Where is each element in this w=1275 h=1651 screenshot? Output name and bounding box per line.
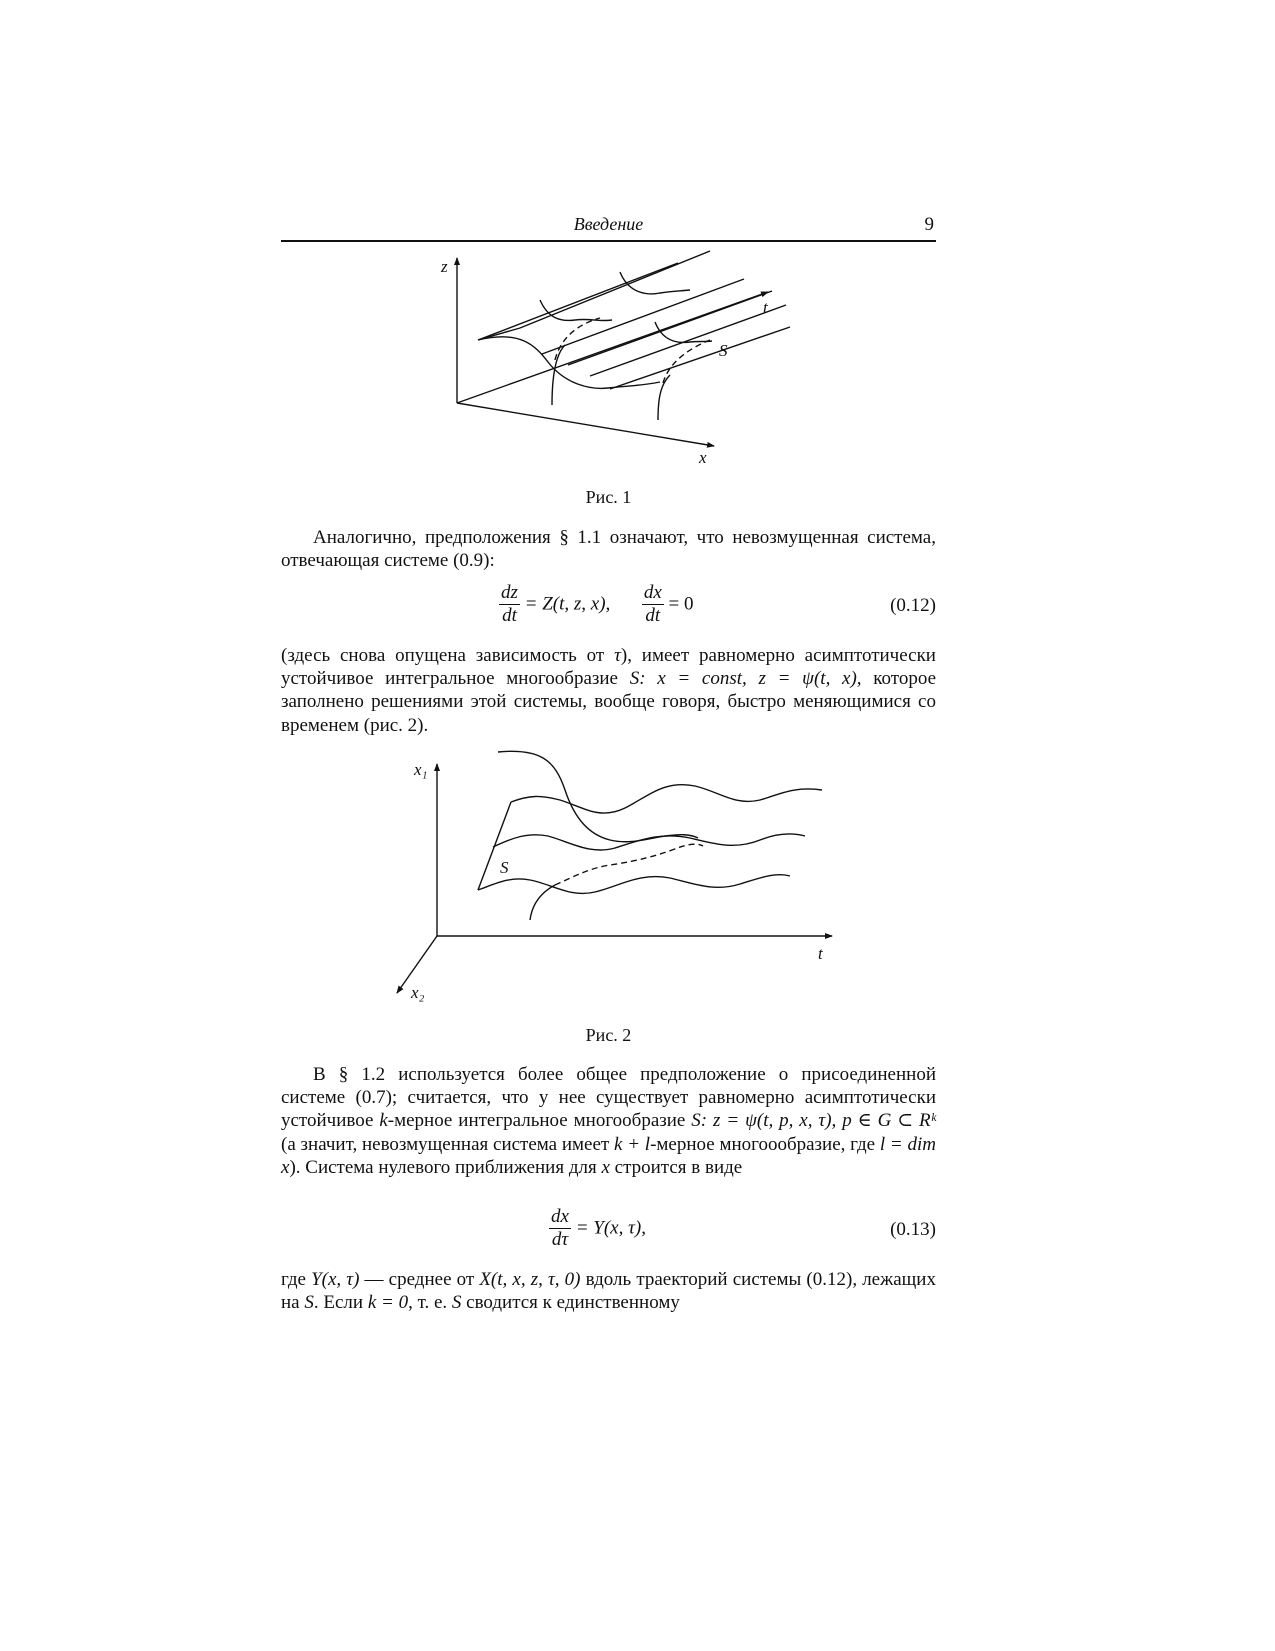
para4-text: где (281, 1269, 312, 1290)
fig1-x-axis (457, 403, 714, 446)
fig2-wave (493, 834, 805, 850)
fig1-line (520, 251, 710, 328)
eq013-rhs: = Y(x, τ), (575, 1217, 646, 1239)
para3-math: k + l (614, 1133, 651, 1155)
para3-math: x (601, 1156, 610, 1178)
para4-text: . Если (313, 1292, 368, 1314)
paragraph-2 (281, 644, 936, 737)
equation-0-13 (281, 1206, 936, 1256)
paragraph-1: Аналогично, предположения § 1.1 означают, что невозмущенная система, отвечающая системе (0.9): (281, 527, 936, 572)
fig2-edge (478, 802, 511, 890)
fig2-s-label: S (500, 858, 509, 877)
para2-text: которое заполнено решениями этой системы, вообще говоря, быстро меняющимися со временем (рис. 2). (281, 668, 936, 736)
fig1-rear-edge (478, 328, 520, 340)
fig2-wave (511, 785, 822, 813)
para3-math: S: z = ψ(t, p, x, τ), p ∈ G ⊂ Rᵏ (691, 1110, 937, 1132)
fig1-front-curve (478, 337, 660, 389)
eq012-number: (0.12) (890, 595, 936, 616)
fig1-trajectory (655, 322, 712, 342)
fig2-x2-label: x₂ (411, 983, 425, 1002)
fig1-z-label: z (441, 257, 448, 276)
fig1-trajectory (658, 375, 670, 420)
para3-text: В § 1.2 используется более общее предположение о присоединенной системе (0.7); считается, что у нее существует равномерно асимптотически устойчивое (281, 1064, 936, 1132)
para2-math: τ (614, 645, 621, 666)
paragraph-4 (281, 1268, 936, 1314)
fig1-line (610, 327, 790, 389)
equation-0-12 (281, 582, 936, 632)
para3-text: (а значит, невозмущенная система имеет (281, 1133, 614, 1155)
fig1-x-label: x (699, 448, 707, 467)
figure-1-caption: Рис. 1 (585, 487, 632, 507)
fig1-line (542, 279, 744, 354)
fig1-line (568, 291, 772, 365)
para3-math: l = dim x (281, 1133, 936, 1178)
para2-text: ), имеет равномерно асимптотически устойчивое интегральное многообразие (281, 645, 936, 690)
para4-text: вдоль траекторий системы (0.12), лежащих на (281, 1269, 936, 1314)
para4-math: k = 0 (367, 1292, 409, 1314)
eq012-rhs1: = Z(t, z, x), (524, 593, 611, 615)
fig2-trajectory (530, 885, 555, 920)
eq012-rhs2: = 0 (668, 593, 694, 615)
fig1-line (590, 305, 786, 376)
figure-2-caption: Рис. 2 (585, 1025, 632, 1045)
fig2-x2-axis (397, 936, 437, 993)
fig1-trajectory (552, 345, 565, 405)
fig2-trajectory (498, 751, 698, 842)
para3-text: ). Система нулевого приближения для (289, 1156, 602, 1178)
para3-text: -мерное многоообразие, где (650, 1133, 880, 1155)
page-number: 9 (924, 214, 934, 235)
fig1-trajectory (540, 300, 612, 321)
para4-math: Y(x, τ) (311, 1269, 360, 1290)
para4-text: — среднее от (359, 1269, 480, 1290)
fig1-line (478, 263, 678, 340)
fig2-dashed (555, 844, 703, 885)
para3-text: строится в виде (609, 1156, 743, 1178)
running-header (281, 214, 936, 242)
fig1-t-label: t (763, 298, 768, 317)
para4-text: , т. е. (408, 1292, 452, 1314)
paragraph-3 (281, 1063, 936, 1179)
para4-math: X(t, x, z, τ, 0) (479, 1269, 581, 1290)
para4-math: S (451, 1292, 462, 1314)
fig1-dashed (663, 340, 710, 383)
para2-text: (здесь снова опущена зависимость от (281, 645, 615, 666)
para4-text: сводится к единственному (461, 1292, 680, 1314)
eq012-frac1: $\frac{dz}{dt}$ (501, 582, 518, 626)
running-title: Введение (573, 214, 644, 234)
fig1-trajectory (620, 272, 690, 294)
para3-text: -мерное интегральное многообразие (387, 1110, 692, 1132)
fig2-t-label: t (818, 944, 823, 963)
para2-math: S: x = const, z = ψ(t, x), (629, 668, 862, 690)
eq013-number: (0.13) (890, 1219, 936, 1240)
fig2-x1-label: x₁ (414, 760, 428, 779)
fig1-t-axis (457, 292, 768, 403)
para4-math: S (304, 1292, 314, 1314)
fig1-s-label: S (719, 341, 728, 360)
para3-math: k (379, 1110, 388, 1132)
eq012-frac2: $\frac{dx}{dt}$ (643, 582, 662, 626)
eq013-frac: $\frac{dx}{d\tau}$ (551, 1206, 569, 1250)
fig1-dashed (555, 318, 600, 360)
fig2-wave (478, 875, 790, 894)
